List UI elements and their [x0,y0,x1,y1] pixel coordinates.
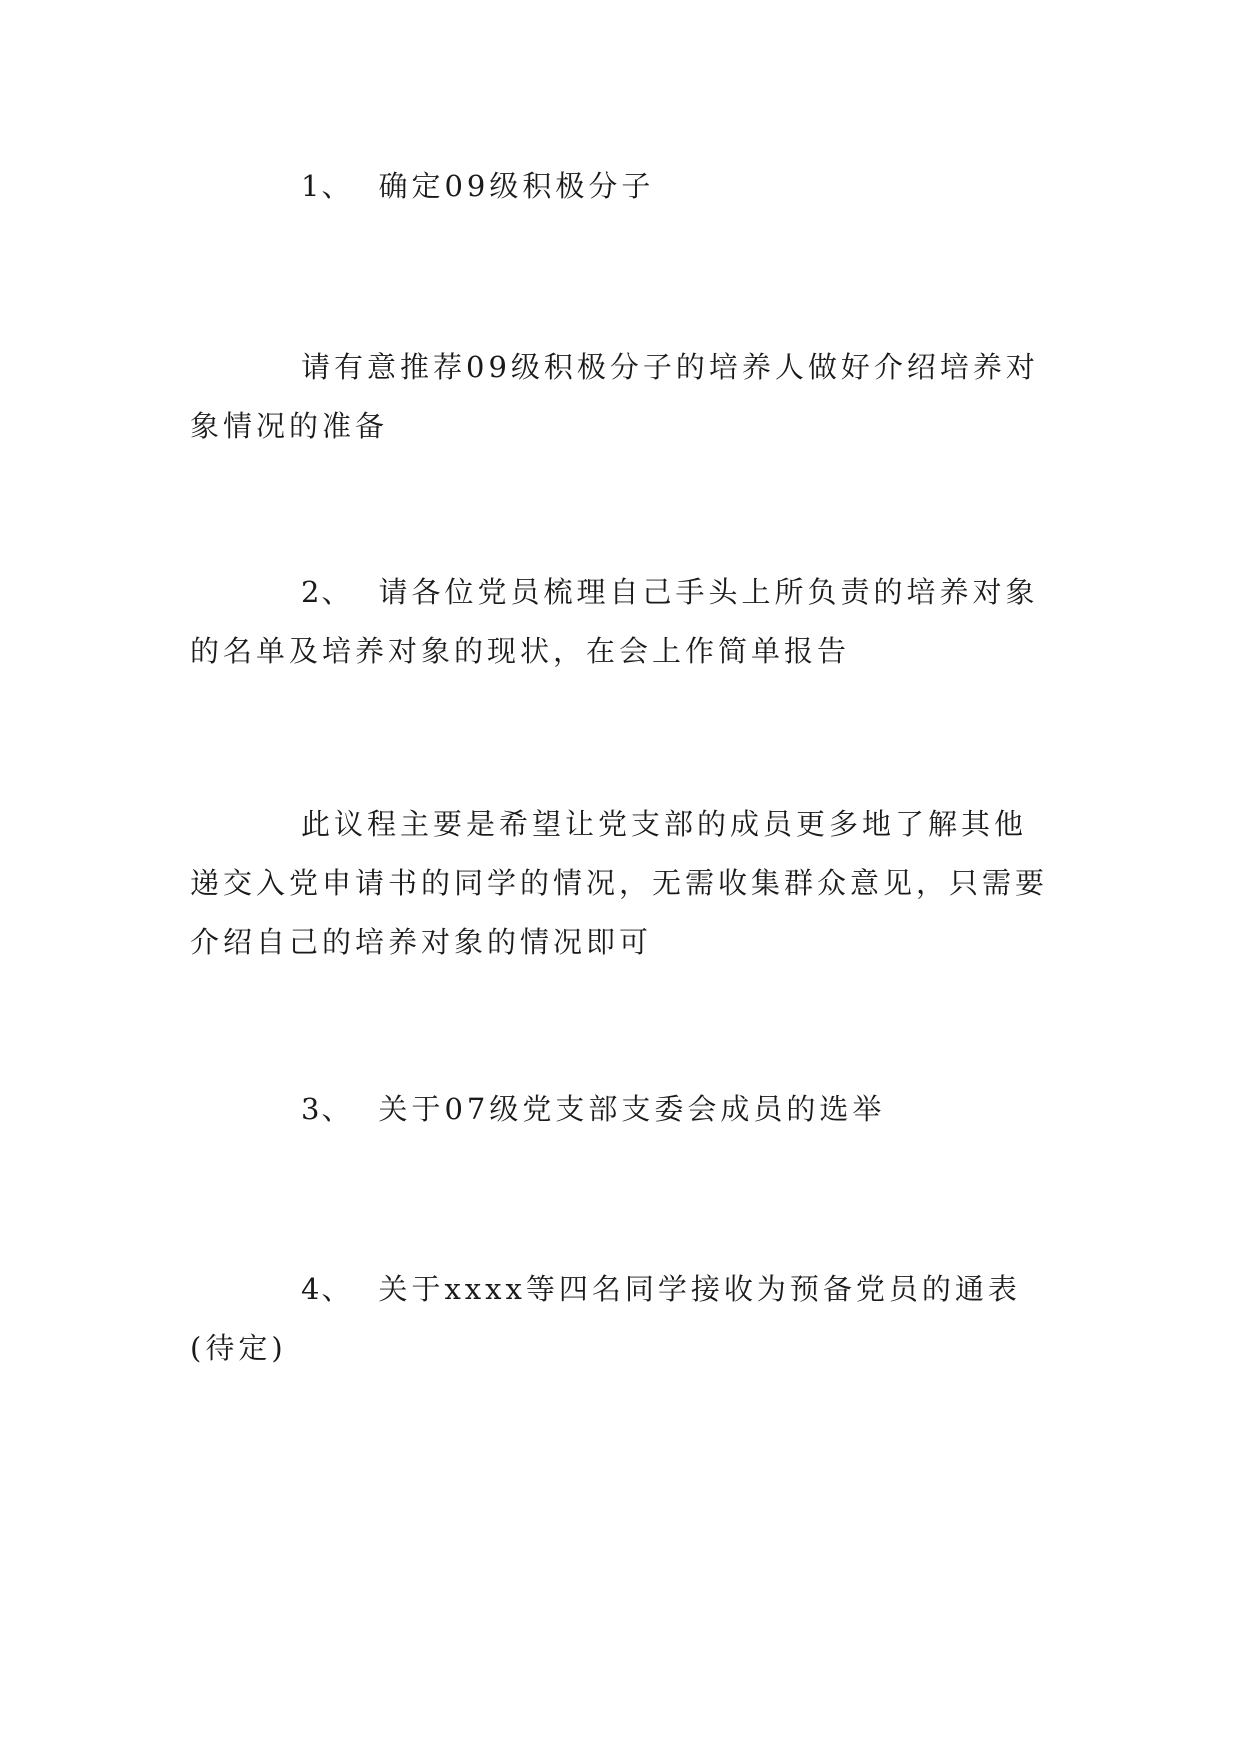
body-paragraph-1 [190,338,1052,456]
agenda-item-3 [190,1080,1052,1139]
agenda-item-number: 1、 [301,169,353,203]
agenda-item-number: 4、 [301,1272,353,1306]
agenda-item-text: 关于07级党支部支委会成员的选举 [378,1092,886,1126]
agenda-item-text: 关于xxxx等四名同学接收为预备党员的通表(待定) [190,1272,1021,1365]
agenda-item-text: 确定09级积极分子 [378,169,655,203]
paragraph-text: 此议程主要是希望让党支部的成员更多地了解其他递交入党申请书的同学的情况，无需收集群众意见，只需要介绍自己的培养对象的情况即可 [190,807,1049,959]
body-paragraph-2 [190,795,1052,972]
agenda-item-number: 2、 [301,575,353,609]
paragraph-text: 请有意推荐09级积极分子的培养人做好介绍培养对象情况的准备 [190,350,1039,443]
agenda-item-number: 3、 [301,1092,353,1126]
agenda-item-text: 请各位党员梳理自己手头上所负责的培养对象的名单及培养对象的现状，在会上作简单报告 [190,575,1039,668]
agenda-item-1 [190,157,1052,216]
agenda-item-4 [190,1260,1052,1378]
agenda-item-2 [190,563,1052,681]
